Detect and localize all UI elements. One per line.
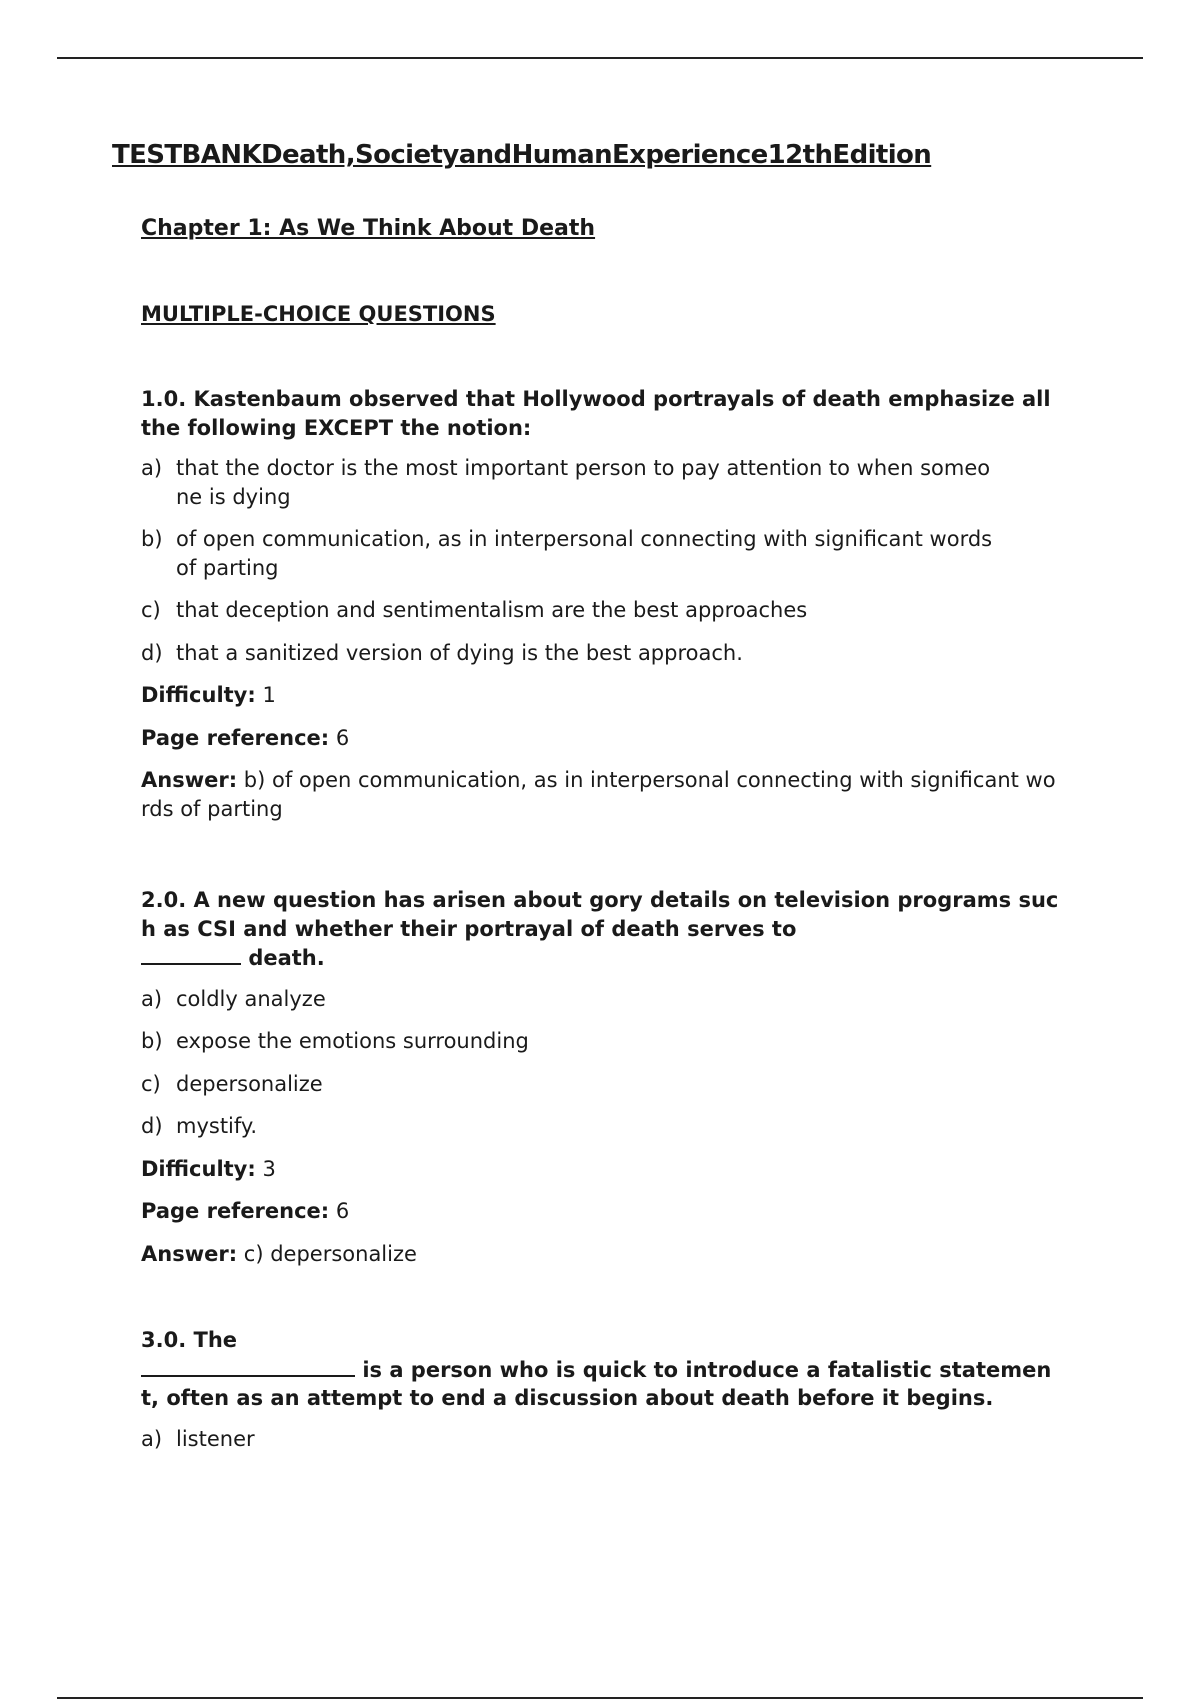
option-text: mystify. bbox=[176, 1114, 258, 1138]
page-reference-label: Page reference: bbox=[141, 725, 330, 750]
chapter-heading: Chapter 1: As We Think About Death bbox=[141, 216, 596, 241]
option-letter: d) bbox=[141, 1114, 163, 1138]
option-letter: a) bbox=[141, 1426, 163, 1451]
question-text-before: 2.0. A new question has arisen about gory details on television programs such as CSI and whether their portrayal of death serves to bbox=[141, 888, 1059, 941]
page-reference bbox=[141, 724, 1061, 753]
answer-value: b) of open communication, as in interpersonal connecting with significant words of parting bbox=[141, 768, 1056, 821]
option-a bbox=[141, 454, 1061, 511]
option-text: that deception and sentimentalism are the best approaches bbox=[176, 598, 808, 622]
page-reference bbox=[141, 1197, 1061, 1226]
page-reference-value: 6 bbox=[335, 1199, 350, 1223]
answer-label: Answer: bbox=[141, 768, 238, 792]
question-text bbox=[141, 1326, 1061, 1413]
option-c bbox=[141, 1070, 1061, 1099]
option-text: of open communication, as in interpersonal connecting with significant words of parting bbox=[176, 527, 993, 580]
answer bbox=[141, 766, 1061, 823]
option-text: expose the emotions surrounding bbox=[176, 1029, 529, 1053]
difficulty-value: 1 bbox=[262, 683, 276, 707]
option-text: depersonalize bbox=[176, 1071, 323, 1096]
answer-value: c) depersonalize bbox=[243, 1241, 417, 1266]
difficulty-label: Difficulty: bbox=[141, 1156, 256, 1181]
option-letter: a) bbox=[141, 986, 163, 1011]
difficulty-label: Difficulty: bbox=[141, 683, 256, 707]
option-letter: b) bbox=[141, 1029, 163, 1053]
option-text: coldly analyze bbox=[176, 986, 326, 1011]
difficulty bbox=[141, 1155, 1061, 1184]
question-1 bbox=[141, 385, 1061, 837]
option-d bbox=[141, 639, 1061, 668]
option-text: that a sanitized version of dying is the best approach. bbox=[176, 640, 743, 665]
difficulty bbox=[141, 681, 1061, 710]
option-b bbox=[141, 525, 1061, 582]
option-letter: b) bbox=[141, 527, 163, 551]
section-heading: MULTIPLE-CHOICE QUESTIONS bbox=[141, 302, 496, 326]
option-a bbox=[141, 985, 1061, 1014]
question-2 bbox=[141, 886, 1061, 1282]
option-letter: d) bbox=[141, 640, 163, 665]
option-text: that the doctor is the most important person to pay attention to when someone is dying bbox=[176, 456, 991, 509]
answer bbox=[141, 1240, 1061, 1269]
option-text: listener bbox=[176, 1426, 255, 1451]
question-text-before: 3.0. The bbox=[141, 1328, 238, 1352]
difficulty-value: 3 bbox=[262, 1156, 276, 1181]
option-d bbox=[141, 1112, 1061, 1141]
question-text-after: death. bbox=[248, 946, 325, 970]
option-b bbox=[141, 1027, 1061, 1056]
answer-blank bbox=[141, 943, 241, 965]
bottom-rule bbox=[57, 1697, 1143, 1699]
option-letter: c) bbox=[141, 598, 161, 622]
question-3 bbox=[141, 1326, 1061, 1467]
option-letter: a) bbox=[141, 456, 163, 480]
top-rule bbox=[57, 57, 1143, 59]
option-a bbox=[141, 1425, 1061, 1454]
answer-blank bbox=[141, 1355, 355, 1377]
answer-label: Answer: bbox=[141, 1241, 238, 1266]
question-text-after: is a person who is quick to introduce a fatalistic statement, often as an attempt to end a discussion about death before it begins. bbox=[141, 1357, 1052, 1410]
question-text: 1.0. Kastenbaum observed that Hollywood portrayals of death emphasize all the following EXCEPT the notion: bbox=[141, 387, 1051, 440]
option-c bbox=[141, 596, 1061, 625]
document-title: TESTBANKDeath,SocietyandHumanExperience12thEdition bbox=[112, 140, 932, 170]
page-reference-value: 6 bbox=[335, 725, 350, 750]
question-text bbox=[141, 886, 1061, 973]
option-letter: c) bbox=[141, 1071, 161, 1096]
page-reference-label: Page reference: bbox=[141, 1199, 330, 1223]
